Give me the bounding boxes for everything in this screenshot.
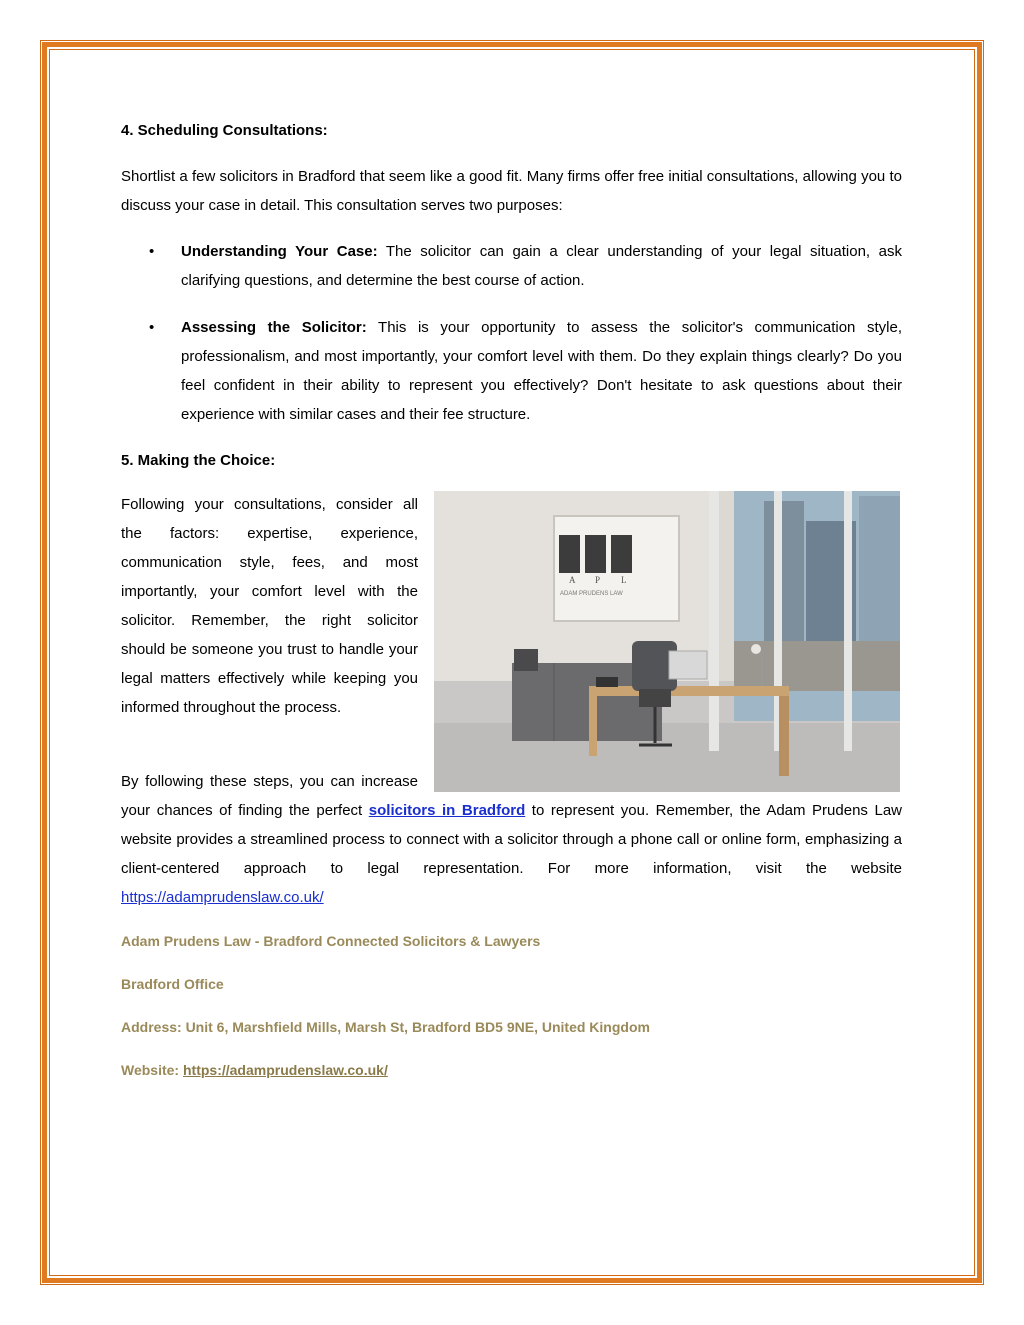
section-5-heading: 5. Making the Choice: xyxy=(121,452,276,469)
bullet-title: Understanding Your Case: xyxy=(181,243,378,260)
footer-website-label: Website: xyxy=(121,1062,183,1078)
logo-letter: L xyxy=(621,575,627,585)
bullet-text xyxy=(181,237,902,295)
section-4-heading: 4. Scheduling Consultations: xyxy=(121,122,328,139)
logo-text: ADAM PRUDENS LAW xyxy=(560,591,623,597)
footer-office: Bradford Office xyxy=(121,976,224,992)
footer-firm-name: Adam Prudens Law - Bradford Connected Solicitors & Lawyers xyxy=(121,933,541,949)
website-link[interactable]: https://adamprudenslaw.co.uk/ xyxy=(121,889,324,906)
logo-letter: A xyxy=(569,575,576,585)
footer-website xyxy=(121,1062,388,1078)
bullet-title: Assessing the Solicitor: xyxy=(181,319,367,336)
footer-address: Address: Unit 6, Marshfield Mills, Marsh St, Bradford BD5 9NE, United Kingdom xyxy=(121,1019,650,1035)
bullet-body: The solicitor can gain a clear understanding of your legal situation, ask clarifying questions, and determine the best course of action. xyxy=(181,243,903,289)
bullet-body: This is your opportunity to assess the solicitor's communication style, professionalism, and most importantly, your comfort level with them. Do they explain things clearly? Do you feel confident in their ability to represent you effectively? Don't hesitate to ask questions about their experience with similar cases and their fee structure. xyxy=(181,319,902,423)
logo-letter: P xyxy=(595,575,601,585)
bullet-dot-icon: • xyxy=(149,319,155,336)
para2-text: By following these steps, you can increase your chances of finding the perfect xyxy=(121,773,418,819)
para2-text-continued: to represent you. Remember, the Adam Prudens Law website provides a streamlined process to connect with a solicitor through a phone call or online form, emphasizing a client-centered approach to legal representation. For more information, visit the website xyxy=(121,802,902,877)
office-photo xyxy=(434,491,900,792)
section-5-paragraph-1: Following your consultations, consider all the factors: expertise, experience, communication style, fees, and most importantly, your comfort level with the solicitor. Remember, the right solicitor should be someone you trust to handle your legal matters effectively while keeping you informed throughout the process. xyxy=(121,496,418,716)
solicitors-in-bradford-link[interactable]: solicitors in Bradford xyxy=(368,802,526,819)
footer-website-link[interactable]: https://adamprudenslaw.co.uk/ xyxy=(182,1062,388,1078)
bullet-text xyxy=(181,313,902,429)
section-4-intro: Shortlist a few solicitors in Bradford that seem like a good fit. Many firms offer free initial consultations, allowing you to discuss your case in detail. This consultation serves two purposes: xyxy=(121,168,902,214)
bullet-dot-icon: • xyxy=(149,243,155,260)
office-photo-illustration xyxy=(434,491,900,792)
